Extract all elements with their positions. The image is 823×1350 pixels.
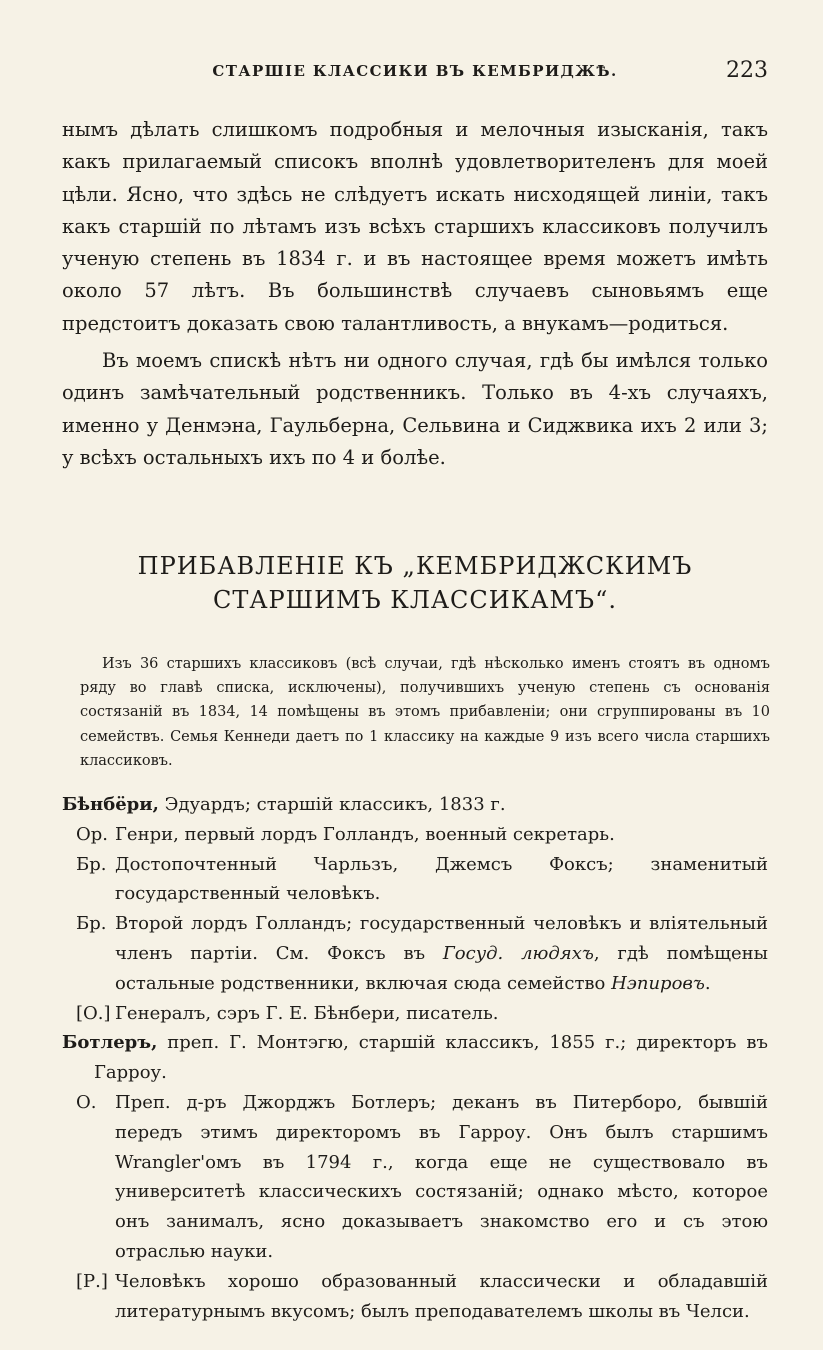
relation-text-part: , гдѣ помѣщены остальные родственники, включая сюда семейство xyxy=(115,942,768,994)
relation-text: Преп. д-ръ Джорджъ Ботлеръ; деканъ въ Питерборо, бывшій передъ этимъ директоромъ въ Гарроу. Онъ былъ старшимъ Wrangler'омъ въ 1794 г., когда еще не существовало въ университетѣ классическихъ состязаній; однако мѣсто, которое онъ занималъ, ясно доказываетъ знакомство его и съ этою отраслью науки. xyxy=(115,1091,768,1262)
relation-text-part: Второй лордъ Голландъ; государственный человѣкъ и вліятельный членъ партіи. См. Фоксъ въ xyxy=(115,913,768,964)
entry-name: Бѣнбёри, xyxy=(62,794,159,815)
relation-text: Человѣкъ хорошо образованный классически и обладавшій литературнымъ вкусомъ; былъ преподавателемъ школы въ Челси. xyxy=(115,1270,768,1322)
appendix-intro-note: Изъ 36 старшихъ классиковъ (всѣ случаи, гдѣ нѣсколько именъ стоятъ въ одномъ ряду во главѣ списка, исключены), получившихъ ученую степень съ основанія состязаній въ 1834, 14 помѣщены въ этомъ прибавленіи; они сгруппированы въ 10 семействъ. Семья Кеннеди даетъ по 1 классику на каждые 9 изъ всего числа старшихъ классиковъ. xyxy=(80,656,770,769)
relative-item xyxy=(62,909,768,998)
relative-item xyxy=(62,999,768,1029)
body-paragraph-2-block xyxy=(62,345,768,474)
body-paragraph-1-block xyxy=(62,114,768,340)
relation-text: Генералъ, сэръ Г. Е. Бѣнбери, писатель. xyxy=(115,1002,499,1024)
entries-list xyxy=(62,790,768,1326)
relation-code: Бр. xyxy=(76,913,107,935)
entry-bunbury xyxy=(62,790,768,820)
relation-code: О. xyxy=(76,1091,97,1113)
entry-description: преп. Г. Монтэгю, старшій классикъ, 1855 г.; директоръ въ Гарроу. xyxy=(94,1032,768,1084)
relative-item xyxy=(62,1267,768,1327)
relation-text xyxy=(115,909,768,998)
appendix-heading: ПРИБАВЛЕНІЕ КЪ „КЕМБРИДЖСКИМЪ СТАРШИМЪ КЛАССИКАМЪ“. xyxy=(137,552,693,614)
relative-item xyxy=(62,1088,768,1267)
relation-code: Бр. xyxy=(76,853,107,875)
relation-text: Генри, первый лордъ Голландъ, военный секретарь. xyxy=(115,823,615,845)
relation-code: [О.] xyxy=(76,1002,111,1024)
relative-item xyxy=(62,850,768,910)
entry-butler xyxy=(62,1028,768,1088)
entry-name: Ботлеръ, xyxy=(62,1032,158,1054)
running-head-title: СТАРШІЕ КЛАССИКИ ВЪ КЕМБРИДЖѢ. xyxy=(212,62,618,80)
running-head xyxy=(62,58,768,88)
relation-code: Ор. xyxy=(76,823,109,845)
body-paragraph: нымъ дѣлать слишкомъ подробныя и мелочныя изысканія, такъ какъ прилагаемый списокъ вполнѣ удовлетворителенъ для моей цѣли. Ясно, что здѣсь не слѣдуетъ искать нисходящей линіи, такъ какъ старшій по лѣтамъ изъ всѣхъ старшихъ классиковъ получилъ ученую степень въ 1834 г. и въ настоящее время можетъ имѣть около 57 лѣтъ. Въ большинствѣ случаевъ сыновьямъ еще предстоитъ доказать свою талантливость, а внукамъ—родиться. xyxy=(62,118,768,335)
relation-text-part: . xyxy=(704,972,711,994)
book-title-reference: Госуд. людяхъ xyxy=(442,942,594,964)
relative-item xyxy=(62,820,768,850)
relation-text: Достопочтенный Чарльзъ, Джемсъ Фоксъ; знаменитый государственный человѣкъ. xyxy=(115,853,768,905)
relation-code: [Р.] xyxy=(76,1270,108,1292)
body-paragraph: Въ моемъ спискѣ нѣтъ ни одного случая, гдѣ бы имѣлся только одинъ замѣчательный родственникъ. Только въ 4-хъ случаяхъ, именно у Денмэна, Гаульберна, Сельвина и Сиджвика ихъ 2 или 3; у всѣхъ остальныхъ ихъ по 4 и болѣе. xyxy=(62,349,768,469)
page-number: 223 xyxy=(726,58,768,83)
family-name-reference: Нэпировъ xyxy=(611,972,705,994)
entry-description: Эдуардъ; старшій классикъ, 1833 г. xyxy=(164,794,506,815)
